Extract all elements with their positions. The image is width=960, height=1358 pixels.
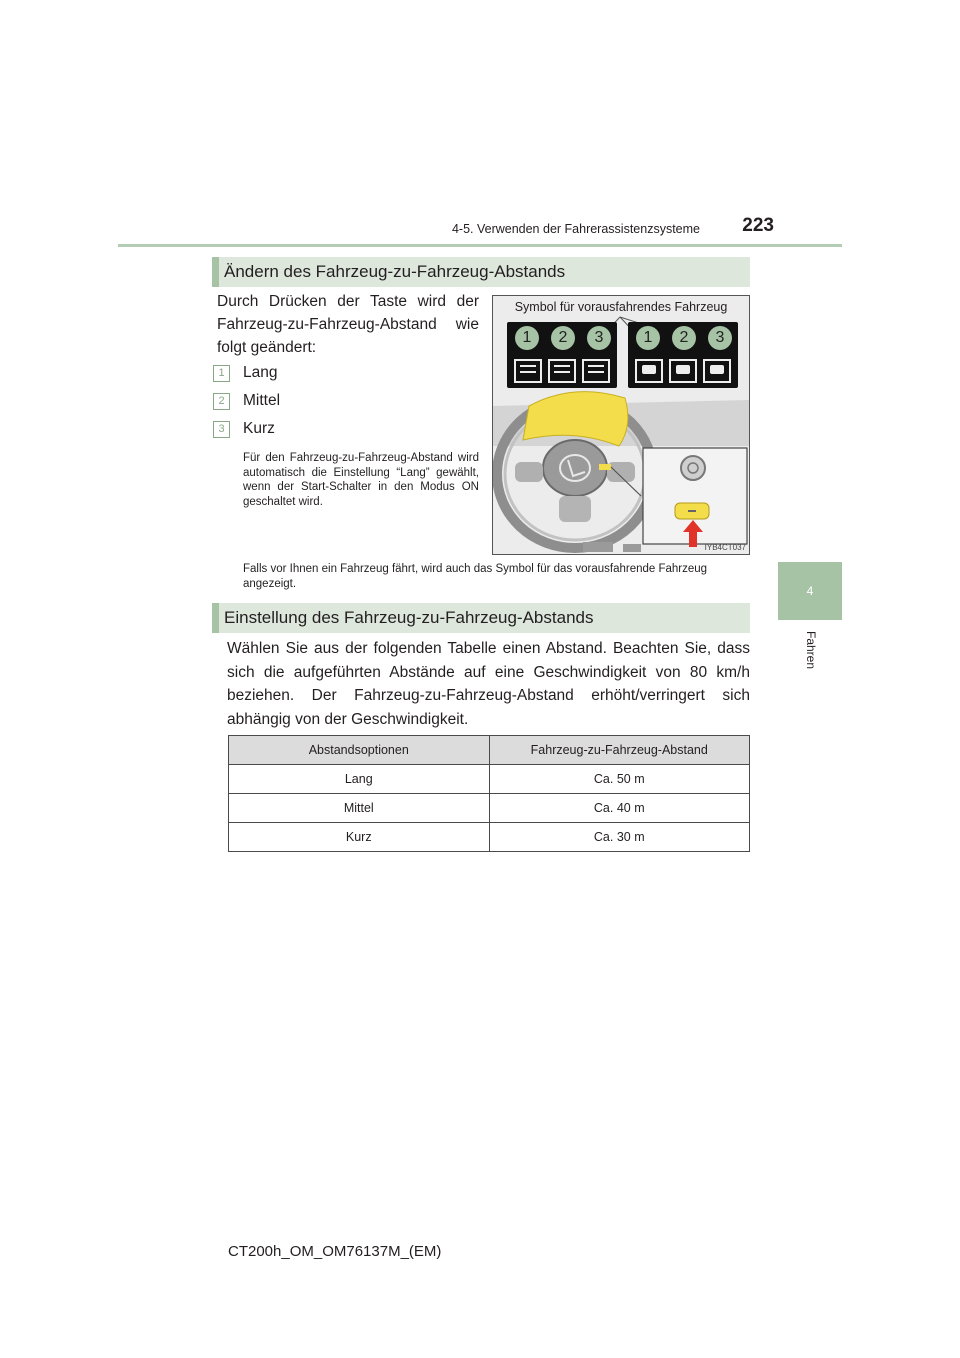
table-row — [229, 765, 750, 794]
header-rule — [118, 244, 842, 247]
table-cell: Lang — [229, 765, 490, 794]
display-number-2: 2 — [672, 326, 696, 350]
intro-paragraph: Durch Drücken der Taste wird der Fahrzeug-zu-Fahrzeug-Abstand wie folgt geändert: — [217, 293, 479, 356]
table-cell: Mittel — [229, 794, 490, 823]
running-header: 4-5. Verwenden der Fahrerassistenzsysteme — [451, 222, 700, 236]
display-number-1: 1 — [515, 326, 539, 350]
table-cell: Kurz — [229, 823, 490, 852]
item-number-2: 2 — [213, 393, 230, 410]
table-cell: Ca. 40 m — [489, 794, 750, 823]
chapter-label: Fahren — [804, 630, 818, 670]
document-code: CT200h_OM_OM76137M_(EM) — [228, 1243, 442, 1260]
table-cell: Ca. 50 m — [489, 765, 750, 794]
distance-options-table — [228, 735, 750, 852]
table-header-row — [229, 736, 750, 765]
display-number-3: 3 — [708, 326, 732, 350]
item-number-1: 1 — [213, 365, 230, 382]
section-title-change-distance: Ändern des Fahrzeug-zu-Fahrzeug-Abstands — [212, 257, 750, 287]
column-header-distance: Fahrzeug-zu-Fahrzeug-Abstand — [489, 736, 750, 765]
table-row — [229, 794, 750, 823]
item-number-3: 3 — [213, 421, 230, 438]
display-panel-no-vehicle — [507, 322, 617, 388]
chapter-tab: 4 — [778, 562, 842, 620]
car-distance-icon — [632, 352, 734, 386]
distance-bars-icon — [511, 352, 613, 386]
table-cell: Ca. 30 m — [489, 823, 750, 852]
list-item-kurz: Kurz — [243, 420, 275, 437]
list-item-lang: Lang — [243, 364, 278, 381]
display-number-1: 1 — [636, 326, 660, 350]
display-number-3: 3 — [587, 326, 611, 350]
set-distance-paragraph: Wählen Sie aus der folgenden Tabelle einen Abstand. Beachten Sie, dass sich die aufgeführten Abstände auf eine Geschwindigkeit von 80 km/h beziehen. Der Fahrzeug-zu-Fahrzeug-Abstand erhöht/verringert sich abhängig von der Geschwindigkeit. — [227, 640, 750, 728]
figure-code: IYB4CT037 — [704, 543, 746, 552]
preceding-vehicle-note: Falls vor Ihnen ein Fahrzeug fährt, wird auch das Symbol für das vorausfahrende Fahrzeug angezeigt. — [243, 563, 708, 590]
default-setting-note: Für den Fahrzeug-zu-Fahrzeug-Abstand wird automatisch die Einstellung “Lang” gewählt, wenn der Start-Schalter in den Modus ON geschaltet wird. — [243, 452, 479, 508]
table-row — [229, 823, 750, 852]
display-panel-with-vehicle — [628, 322, 738, 388]
page-number: 223 — [742, 215, 774, 236]
preceding-vehicle-symbol-label: Symbol für vorausfahrendes Fahrzeug — [514, 300, 728, 314]
list-item-mittel: Mittel — [243, 392, 281, 409]
column-header-options: Abstandsoptionen — [229, 736, 490, 765]
section-title-set-distance: Einstellung des Fahrzeug-zu-Fahrzeug-Abstands — [212, 603, 750, 633]
display-number-2: 2 — [551, 326, 575, 350]
